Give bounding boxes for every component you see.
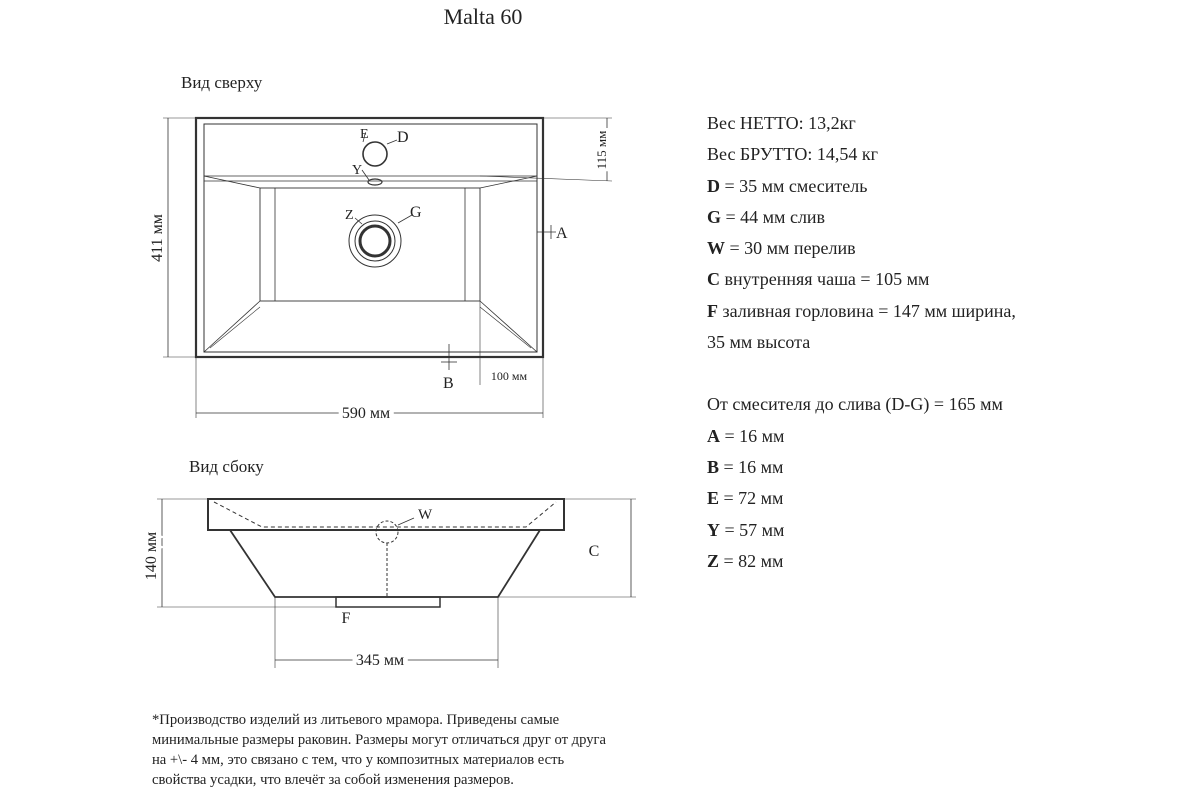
- marker-b: B: [443, 375, 454, 392]
- marker-g: G: [410, 204, 422, 221]
- marker-d: D: [397, 129, 409, 146]
- marker-w: W: [418, 507, 433, 523]
- spec-key: С: [707, 269, 720, 290]
- spec-text: Вес БРУТТО: 14,54 кг: [707, 144, 878, 165]
- specs-group-weights: [707, 108, 1016, 358]
- spec-text: 35 мм высота: [707, 332, 811, 353]
- leader-d: [387, 140, 397, 144]
- overflow-w: [376, 521, 398, 543]
- dim-345-text: 345 мм: [355, 652, 405, 669]
- marker-a: A: [556, 225, 568, 242]
- top-outer-rim: [196, 118, 543, 357]
- spec-line: [707, 515, 1016, 546]
- dim-115-text: 115 мм: [594, 130, 609, 170]
- footnote-line: *Производство изделий из литьевого мрамора. Приведены самые: [152, 712, 560, 728]
- footnote: [152, 710, 712, 790]
- drain-outer-ring: [349, 215, 401, 267]
- spec-text: = 16 мм: [720, 425, 785, 446]
- side-view: [157, 499, 636, 668]
- spec-text: = 44 мм слив: [721, 206, 826, 227]
- spec-text: = 57 мм: [720, 519, 785, 540]
- spec-line: [707, 108, 1016, 139]
- drain-hole: [360, 226, 390, 256]
- bowl-slope-bl-2: [210, 307, 260, 348]
- spec-text: внутренняя чаша = 105 мм: [720, 269, 930, 290]
- spec-line: [707, 421, 1016, 452]
- marker-f: F: [341, 610, 351, 627]
- side-bowl-hidden-line: [214, 502, 556, 527]
- spec-line: [707, 389, 1016, 420]
- spec-line: [707, 546, 1016, 577]
- marker-y: Y: [352, 163, 363, 178]
- spec-text: От смесителя до слива (D-G) = 165 мм: [707, 394, 1003, 415]
- spec-line: [707, 233, 1016, 264]
- spec-text: = 16 мм: [719, 456, 784, 477]
- side-view-label: Вид сбоку: [189, 457, 264, 476]
- top-view-label: Вид сверху: [181, 73, 263, 92]
- side-rim: [208, 499, 564, 530]
- marker-e: E: [360, 127, 369, 142]
- side-bowl-body: [230, 530, 540, 597]
- dim-411-text: 411 мм: [149, 214, 166, 262]
- footnote-line: минимальные размеры раковин. Размеры могут отличаться друг от друга: [152, 732, 606, 748]
- specs-group-dimensions: [707, 389, 1016, 577]
- bowl-slope-tl: [204, 176, 260, 188]
- spec-text: заливная горловина = 147 мм ширина,: [718, 300, 1016, 321]
- marker-z: Z: [345, 208, 354, 223]
- spec-line: [707, 264, 1016, 295]
- spec-text: = 82 мм: [719, 550, 784, 571]
- faucet-hole: [363, 142, 387, 166]
- drain-neck: [336, 597, 440, 607]
- specs-list: [707, 108, 1016, 577]
- dim-590-text: 590 мм: [341, 405, 391, 422]
- spec-text: = 72 мм: [719, 488, 784, 509]
- leader-y: [362, 170, 369, 180]
- spec-key: Y: [707, 519, 720, 540]
- spec-text: = 30 мм перелив: [725, 238, 856, 259]
- top-view: [163, 118, 612, 418]
- top-inner-rim: [204, 124, 537, 352]
- bowl-floor: [260, 188, 480, 301]
- spec-key: G: [707, 206, 722, 227]
- spec-text: = 35 мм смеситель: [720, 175, 868, 196]
- spec-line: [707, 139, 1016, 170]
- spec-key: В: [707, 456, 720, 477]
- spec-line: [707, 171, 1016, 202]
- marker-c: C: [588, 543, 600, 560]
- drawing-title: Malta 60: [443, 4, 523, 29]
- spec-line: [707, 202, 1016, 233]
- dim-115-ext-bottom: [480, 176, 612, 181]
- footnote-line: на +\- 4 мм, это связано с тем, что у композитных материалов есть: [152, 752, 565, 768]
- specs-gap: [707, 358, 1016, 389]
- bowl-slope-bl: [204, 301, 260, 352]
- bowl-slope-br-2: [480, 307, 531, 348]
- dim-140-text: 140 мм: [143, 531, 160, 581]
- spec-text: Вес НЕТТО: 13,2кг: [707, 113, 856, 133]
- overflow-hole: [368, 179, 382, 185]
- spec-key: Z: [707, 550, 720, 571]
- spec-key: W: [707, 238, 725, 259]
- spec-key: А: [707, 425, 720, 446]
- spec-line: [707, 452, 1016, 483]
- spec-key: D: [707, 175, 720, 196]
- dim-100-text: 100 мм: [490, 369, 528, 383]
- bowl-slope-br: [480, 301, 537, 352]
- spec-line: [707, 483, 1016, 514]
- spec-key: Е: [707, 488, 720, 509]
- spec-line: [707, 327, 1016, 358]
- spec-line: [707, 296, 1016, 327]
- leader-w: [398, 518, 414, 525]
- spec-key: F: [707, 300, 718, 321]
- footnote-line: свойства усадки, что влечёт за собой изменения размеров.: [152, 772, 514, 788]
